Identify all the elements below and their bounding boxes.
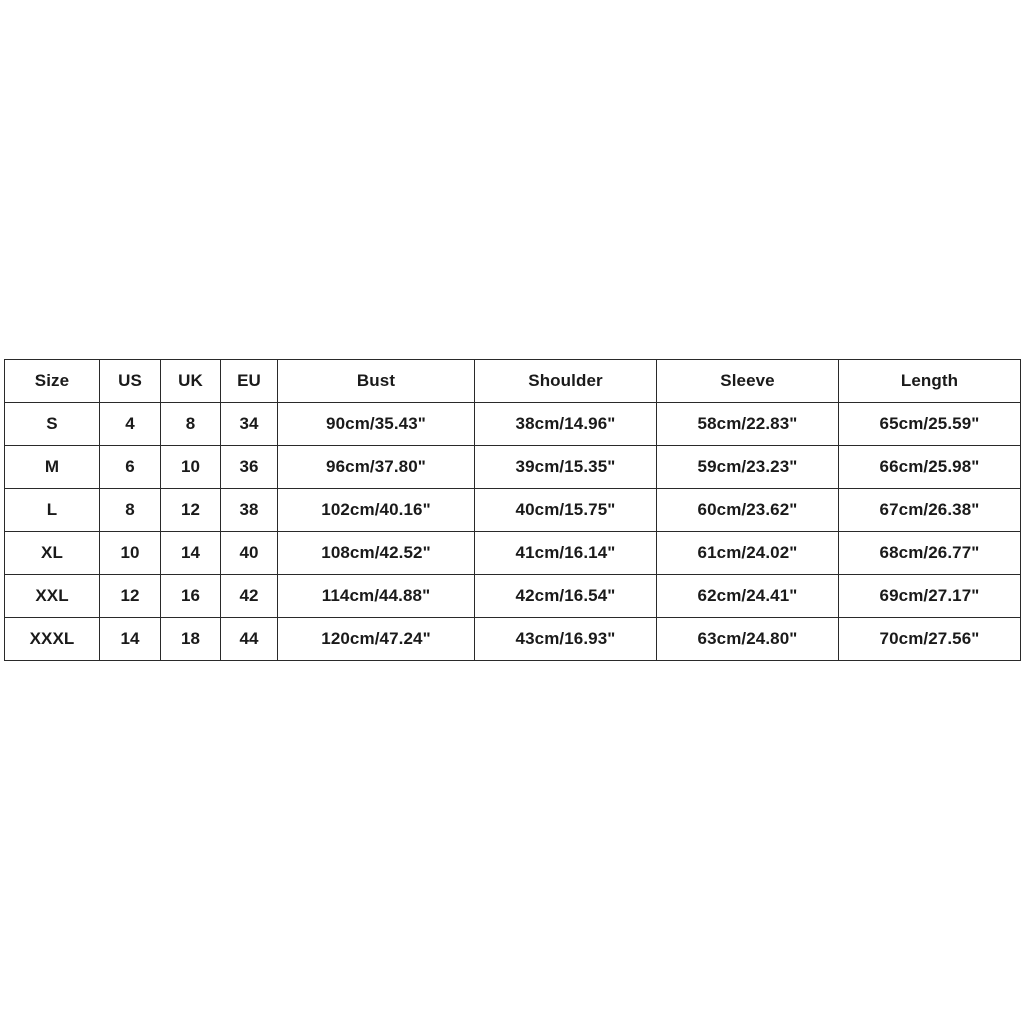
table-row — [5, 489, 1021, 532]
cell-bust: 108cm/42.52" — [278, 532, 475, 575]
header-size: Size — [5, 360, 100, 403]
cell-length: 66cm/25.98" — [839, 446, 1021, 489]
cell-uk: 14 — [161, 532, 221, 575]
cell-size: XL — [5, 532, 100, 575]
cell-eu: 40 — [221, 532, 278, 575]
header-length: Length — [839, 360, 1021, 403]
table-row — [5, 575, 1021, 618]
cell-uk: 8 — [161, 403, 221, 446]
cell-us: 4 — [100, 403, 161, 446]
cell-shoulder: 38cm/14.96" — [475, 403, 657, 446]
cell-length: 70cm/27.56" — [839, 618, 1021, 661]
cell-shoulder: 39cm/15.35" — [475, 446, 657, 489]
header-us: US — [100, 360, 161, 403]
cell-eu: 42 — [221, 575, 278, 618]
header-bust: Bust — [278, 360, 475, 403]
header-shoulder: Shoulder — [475, 360, 657, 403]
cell-length: 65cm/25.59" — [839, 403, 1021, 446]
cell-size: XXL — [5, 575, 100, 618]
cell-sleeve: 59cm/23.23" — [657, 446, 839, 489]
cell-sleeve: 58cm/22.83" — [657, 403, 839, 446]
cell-uk: 12 — [161, 489, 221, 532]
cell-us: 12 — [100, 575, 161, 618]
cell-bust: 102cm/40.16" — [278, 489, 475, 532]
cell-us: 14 — [100, 618, 161, 661]
cell-uk: 18 — [161, 618, 221, 661]
cell-size: L — [5, 489, 100, 532]
cell-eu: 36 — [221, 446, 278, 489]
table-row — [5, 446, 1021, 489]
cell-shoulder: 40cm/15.75" — [475, 489, 657, 532]
table-row — [5, 403, 1021, 446]
cell-bust: 96cm/37.80" — [278, 446, 475, 489]
cell-sleeve: 60cm/23.62" — [657, 489, 839, 532]
cell-sleeve: 63cm/24.80" — [657, 618, 839, 661]
cell-us: 8 — [100, 489, 161, 532]
cell-size: XXXL — [5, 618, 100, 661]
header-eu: EU — [221, 360, 278, 403]
header-uk: UK — [161, 360, 221, 403]
cell-bust: 90cm/35.43" — [278, 403, 475, 446]
cell-eu: 34 — [221, 403, 278, 446]
cell-bust: 114cm/44.88" — [278, 575, 475, 618]
cell-uk: 10 — [161, 446, 221, 489]
cell-shoulder: 42cm/16.54" — [475, 575, 657, 618]
cell-length: 69cm/27.17" — [839, 575, 1021, 618]
size-chart-table — [4, 359, 1021, 661]
table-header-row — [5, 360, 1021, 403]
cell-us: 10 — [100, 532, 161, 575]
cell-eu: 38 — [221, 489, 278, 532]
cell-length: 67cm/26.38" — [839, 489, 1021, 532]
table-row — [5, 532, 1021, 575]
cell-size: M — [5, 446, 100, 489]
cell-bust: 120cm/47.24" — [278, 618, 475, 661]
cell-shoulder: 41cm/16.14" — [475, 532, 657, 575]
cell-size: S — [5, 403, 100, 446]
table-row — [5, 618, 1021, 661]
header-sleeve: Sleeve — [657, 360, 839, 403]
cell-length: 68cm/26.77" — [839, 532, 1021, 575]
cell-shoulder: 43cm/16.93" — [475, 618, 657, 661]
cell-sleeve: 61cm/24.02" — [657, 532, 839, 575]
cell-sleeve: 62cm/24.41" — [657, 575, 839, 618]
cell-eu: 44 — [221, 618, 278, 661]
cell-us: 6 — [100, 446, 161, 489]
cell-uk: 16 — [161, 575, 221, 618]
